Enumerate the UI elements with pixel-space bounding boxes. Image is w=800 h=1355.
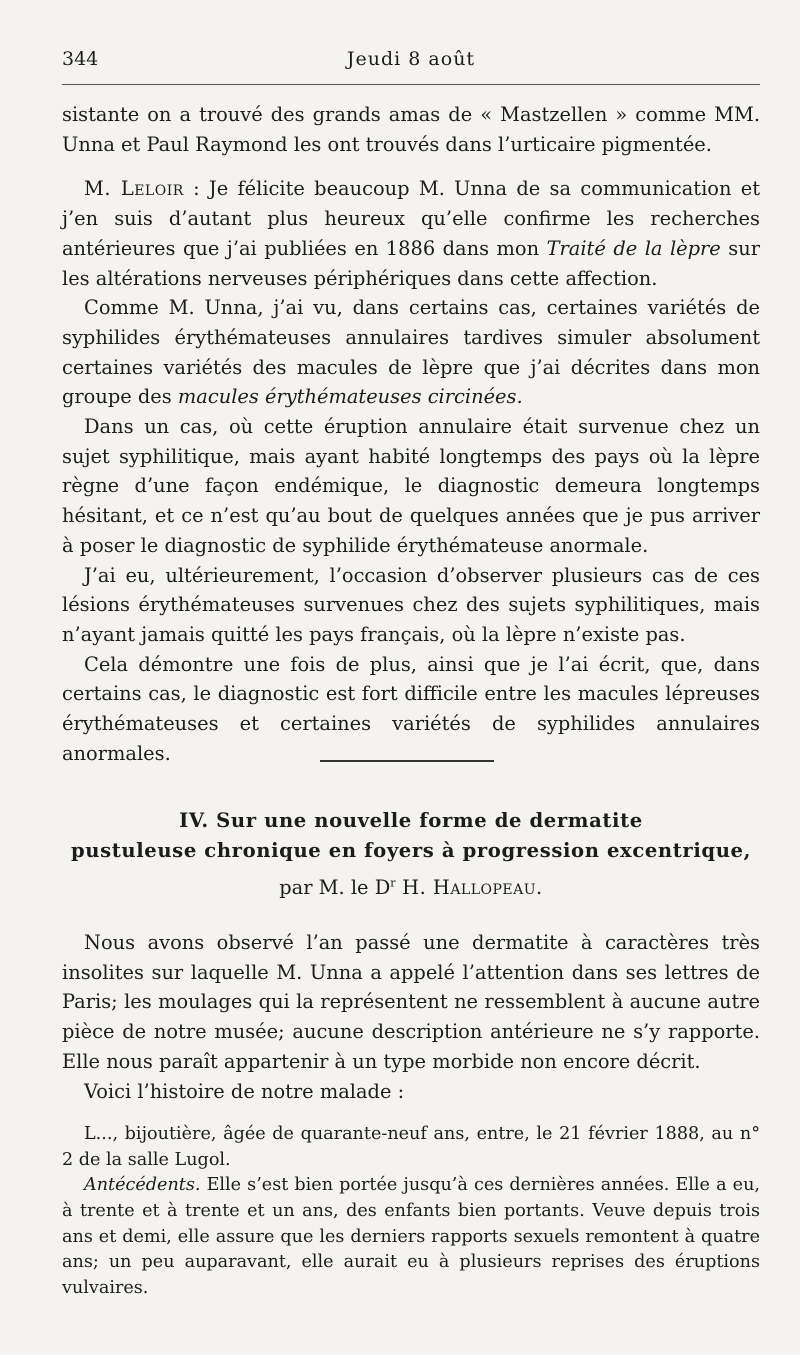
speaker-name: M. Leloir (84, 177, 184, 201)
author-name: H. Hallopeau. (395, 876, 543, 899)
header-rule (62, 84, 760, 85)
article-body (62, 928, 760, 1301)
book-title: Traité de la lèpre (546, 236, 721, 260)
leloir-paragraph-1: M. Leloir : Je félicite beaucoup M. Unna de sa communication et j’en suis d’autant plus heureux qu’elle confirme les recherches antérieures que j’ai publiées en 1886 dans mon Traité de la lèpre sur les altérations nerveuses périphériques dans cette affection. (62, 177, 761, 290)
page-header (62, 48, 760, 74)
leloir-paragraph-2: Comme M. Unna, j’ai vu, dans certains cas, certaines variétés de syphilides érythémateuses annulaires tardives simuler absolument certaines variétés des macules de lèpre que j’ai décrites dans mon groupe des macules érythémateuses circinées. (62, 296, 760, 409)
leloir-paragraph-4: J’ai eu, ultérieurement, l’occasion d’observer plusieurs cas de ces lésions érythémateuses survenues chez des sujets syphilitiques, mais n’ayant jamais quitté les pays français, où la lèpre n’existe pas. (62, 563, 760, 646)
author-byline: par M. le $D^r$ H. Hallopeau. (279, 876, 543, 899)
body-paragraph-2: Voici l’histoire de notre malade : (84, 1079, 405, 1103)
case-label: Antécédents. (84, 1175, 201, 1196)
case-paragraph-2: Antécédents. Elle s’est bien portée jusqu’à ces dernières années. Elle a eu, à trente et à trente et un ans, des enfants bien portants. Veuve depuis trois ans et demi, elle assure que les derniers rapports sexuels remontent à quatre ans; un peu auparavant, elle aurait eu à plusieurs reprises des éruptions vulvaires. (62, 1175, 760, 1298)
leloir-discussion (62, 100, 760, 768)
running-title: Jeudi 8 août (346, 48, 476, 70)
section-separator (320, 760, 494, 762)
section-title: IV. Sur une nouvelle forme de dermatite pustuleuse chronique en foyers à progression excentrique, (70, 809, 752, 862)
body-paragraph-1: Nous avons observé l’an passé une dermatite à caractères très insolites sur laquelle M. Unna a appelé l’attention dans ses lettres de Paris; les moulages qui la représentent ne ressemblent à aucune autre pièce de notre musée; aucune description antérieure ne s’y rapporte. Elle nous paraît appartenir à un type morbide non encore décrit. (62, 931, 760, 1073)
leloir-paragraph-3: Dans un cas, où cette éruption annulaire était survenue chez un sujet syphilitique, mais ayant habité longtemps des pays où la lèpre règne d’une façon endémique, le diagnostic demeura longtemps hésitant, et ce n’est qu’au bout de quelques années que je pus arriver à poser le diagnostic de syphilide érythémateuse anormale. (62, 415, 760, 557)
continuation-paragraph: sistante on a trouvé des grands amas de « Mastzellen » comme MM. Unna et Paul Raymond les ont trouvés dans l’urticaire pigmentée. (62, 103, 760, 156)
leloir-paragraph-5: Cela démontre une fois de plus, ainsi que je l’ai écrit, que, dans certains cas, le diagnostic est fort difficile entre les macules lépreuses érythémateuses et certaines variétés de syphilides annulaires anormales. (62, 652, 760, 765)
page-number: 344 (62, 48, 99, 70)
case-paragraph-1: L..., bijoutière, âgée de quarante-neuf ans, entre, le 21 février 1888, au n° 2 de la salle Lugol. (62, 1124, 760, 1170)
